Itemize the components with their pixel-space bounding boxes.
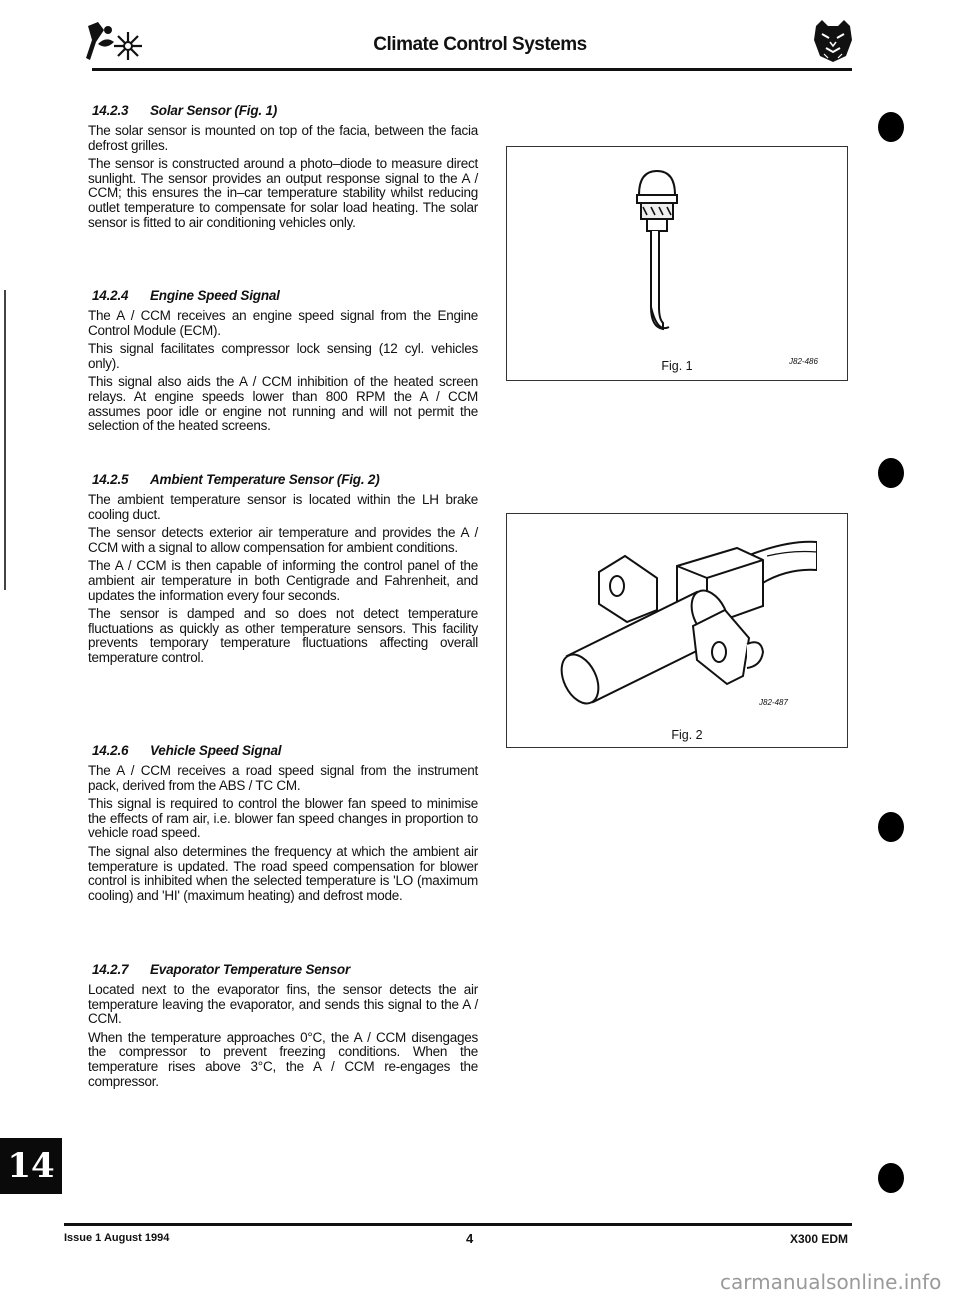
section-paragraph: The ambient temperature sensor is located within the LH brake cooling duct. [88, 492, 478, 522]
margin-bullet [878, 458, 904, 488]
section-paragraph: The signal also determines the frequency at which the ambient air temperature is updated. The road speed compensation for blower control is inhibited when the selected temperature is 'LO (maximum cooling) and 'HI' (maximum heating) and defrost mode. [88, 843, 478, 903]
section-paragraph: The A / CCM receives an engine speed signal from the Engine Control Module (ECM). [88, 308, 478, 338]
margin-bullet [878, 812, 904, 842]
margin-bullet [878, 1163, 904, 1193]
solar-sensor-illustration [617, 157, 697, 347]
section-heading: 14.2.6 Vehicle Speed Signal [92, 743, 282, 758]
section-paragraph: The sensor detects exterior air temperature and provides the A / CCM with a signal to allow compensation for ambient conditions. [88, 525, 478, 555]
brand-logo-icon [812, 18, 854, 64]
section-paragraph: The sensor is damped and so does not detect temperature fluctuations as quickly as other temperature sensors. This facility prevents temporary temperature fluctuations affecting overall temperature control. [88, 606, 478, 665]
footer-issue: Issue 1 August 1994 [64, 1232, 170, 1244]
footer-divider [64, 1223, 852, 1226]
figure-ambient-temperature-sensor [506, 513, 848, 748]
section-paragraph: Located next to the evaporator fins, the sensor detects the air temperature leaving the evaporator, and sends this signal to the A / CCM. [88, 982, 478, 1027]
figure-reference-code: J82-486 [789, 357, 818, 366]
header-divider [92, 68, 852, 71]
figure-reference-code: J82-487 [759, 698, 788, 707]
section-heading: 14.2.3 Solar Sensor (Fig. 1) [92, 103, 278, 118]
section-paragraph: This signal is required to control the blower fan speed to minimise the effects of ram air, i.e. blower fan speed changes in proportion to vehicle road speed. [88, 796, 478, 841]
section-vehicle-speed-signal [88, 743, 478, 907]
section-ambient-temperature-sensor [88, 472, 478, 670]
section-paragraph: The solar sensor is mounted on top of the facia, between the facia defrost grilles. [88, 123, 478, 153]
page-header-title: Climate Control Systems [373, 34, 587, 55]
chapter-tab: 14 [0, 1138, 62, 1194]
footer-page-number: 4 [466, 1231, 474, 1246]
section-solar-sensor [88, 103, 478, 234]
section-paragraph: The sensor is constructed around a photo–diode to measure direct sunlight. The sensor provides an output response signal to the A / CCM; this ensures the in–car temperature stability whilst reducing outlet temperature to compensate for solar load heating. The solar sensor is fitted to air conditioning vehicles only. [88, 156, 478, 230]
section-heading: 14.2.7 Evaporator Temperature Sensor [92, 962, 351, 977]
section-evaporator-temperature-sensor [88, 962, 478, 1093]
section-paragraph: The A / CCM is then capable of informing the control panel of the ambient air temperature in both Centigrade and Fahrenheit, and updates the information every four seconds. [88, 558, 478, 603]
section-engine-speed-signal [88, 288, 478, 438]
section-paragraph: The A / CCM receives a road speed signal from the instrument pack, derived from the ABS / TC CM. [88, 763, 478, 793]
margin-bullet [878, 112, 904, 142]
figure-solar-sensor [506, 146, 848, 381]
section-heading: 14.2.5 Ambient Temperature Sensor (Fig. 2) [92, 472, 380, 487]
ambient-sensor-illustration [547, 526, 817, 706]
figure-caption: Fig. 1 [661, 359, 693, 373]
section-paragraph: When the temperature approaches 0°C, the A / CCM disengages the compressor to prevent freezing conditions. When the temperature rises above 3°C, the A / CCM re-engages the compressor. [88, 1029, 478, 1089]
margin-line [4, 290, 6, 590]
watermark-text: carmanualsonline.info [720, 1270, 942, 1294]
section-heading: 14.2.4 Engine Speed Signal [92, 288, 280, 303]
section-paragraph: This signal also aids the A / CCM inhibition of the heated screen relays. At engine speeds lower than 800 RPM the A / CCM assumes poor idle or engine not running and will not permit the selection of the heated screens. [88, 374, 478, 434]
figure-caption: Fig. 2 [671, 728, 703, 742]
footer-document-id: X300 EDM [790, 1232, 849, 1246]
section-paragraph: This signal facilitates compressor lock sensing (12 cyl. vehicles only). [88, 341, 478, 371]
